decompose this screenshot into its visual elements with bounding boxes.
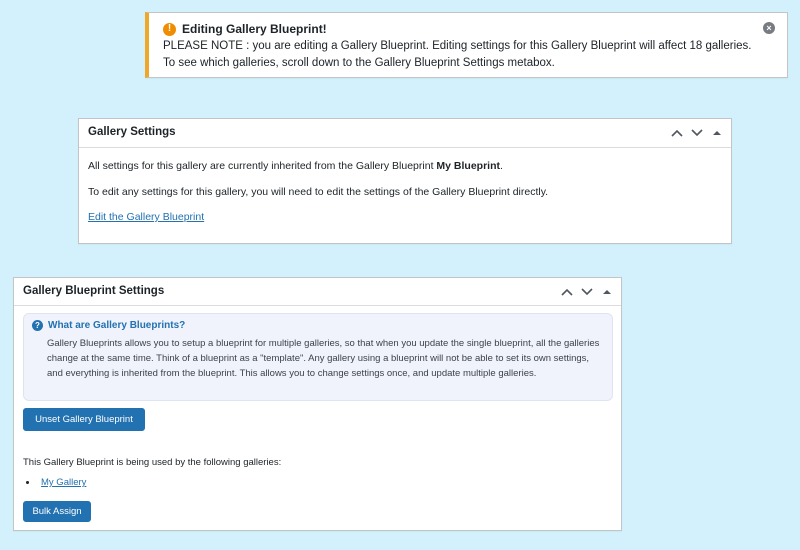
move-up-button[interactable]	[557, 282, 577, 302]
edit-instructions-text: To edit any settings for this gallery, you will need to edit the settings of the Gallery Blueprint directly.	[88, 186, 549, 198]
notice-title: Editing Gallery Blueprint!	[182, 22, 327, 36]
metabox-header	[14, 278, 621, 306]
bullet	[26, 481, 29, 484]
move-down-button[interactable]	[687, 123, 707, 143]
info-panel	[23, 313, 613, 401]
info-title-row	[32, 320, 185, 331]
info-title: What are Gallery Blueprints?	[48, 320, 186, 331]
blueprint-warning-notice	[145, 12, 788, 78]
toggle-panel-button[interactable]	[707, 123, 727, 143]
chevron-up-icon	[671, 129, 683, 137]
metabox-handle-actions	[667, 123, 727, 143]
chevron-down-icon	[691, 129, 703, 137]
list-item	[26, 477, 86, 488]
used-by-text: This Gallery Blueprint is being used by the following galleries:	[23, 457, 282, 468]
close-icon[interactable]: ×	[763, 22, 775, 34]
bulk-assign-button[interactable]: Bulk Assign	[23, 501, 91, 522]
inherited-text: All settings for this gallery are currently inherited from the Gallery Blueprint My Blueprint.	[88, 160, 503, 172]
notice-line-1: PLEASE NOTE : you are editing a Gallery Blueprint. Editing settings for this Gallery Blueprint will affect 18 galleries.	[163, 40, 752, 52]
warning-icon: !	[163, 23, 176, 36]
move-up-button[interactable]	[667, 123, 687, 143]
blueprint-name: My Blueprint	[436, 160, 500, 172]
chevron-up-icon	[561, 288, 573, 296]
gallery-link[interactable]: My Gallery	[41, 477, 87, 488]
gallery-settings-metabox	[78, 118, 732, 244]
info-description: Gallery Blueprints allows you to setup a blueprint for multiple galleries, so that when you update the single blueprint, all the galleries change at the same time. Think of a blueprint as a "template". Any gallery using a blueprint will not be able to set its own settings, and everything is inherited from the blueprint. This allows you to change settings once, and update multiple galleries.	[47, 338, 600, 379]
gallery-blueprint-settings-metabox	[13, 277, 622, 531]
unset-blueprint-button[interactable]: Unset Gallery Blueprint	[23, 408, 145, 431]
notice-line-2: To see which galleries, scroll down to the Gallery Blueprint Settings metabox.	[163, 57, 555, 69]
help-icon: ?	[32, 320, 43, 331]
metabox-header	[79, 119, 731, 148]
chevron-down-icon	[581, 288, 593, 296]
toggle-panel-button[interactable]	[597, 282, 617, 302]
move-down-button[interactable]	[577, 282, 597, 302]
caret-up-icon	[603, 289, 611, 295]
metabox-title: Gallery Settings	[88, 126, 176, 138]
metabox-title: Gallery Blueprint Settings	[23, 285, 165, 297]
caret-up-icon	[713, 130, 721, 136]
gallery-list	[26, 477, 86, 488]
edit-blueprint-link[interactable]: Edit the Gallery Blueprint	[88, 211, 205, 223]
metabox-handle-actions	[557, 282, 617, 302]
notice-title-row	[163, 22, 327, 36]
